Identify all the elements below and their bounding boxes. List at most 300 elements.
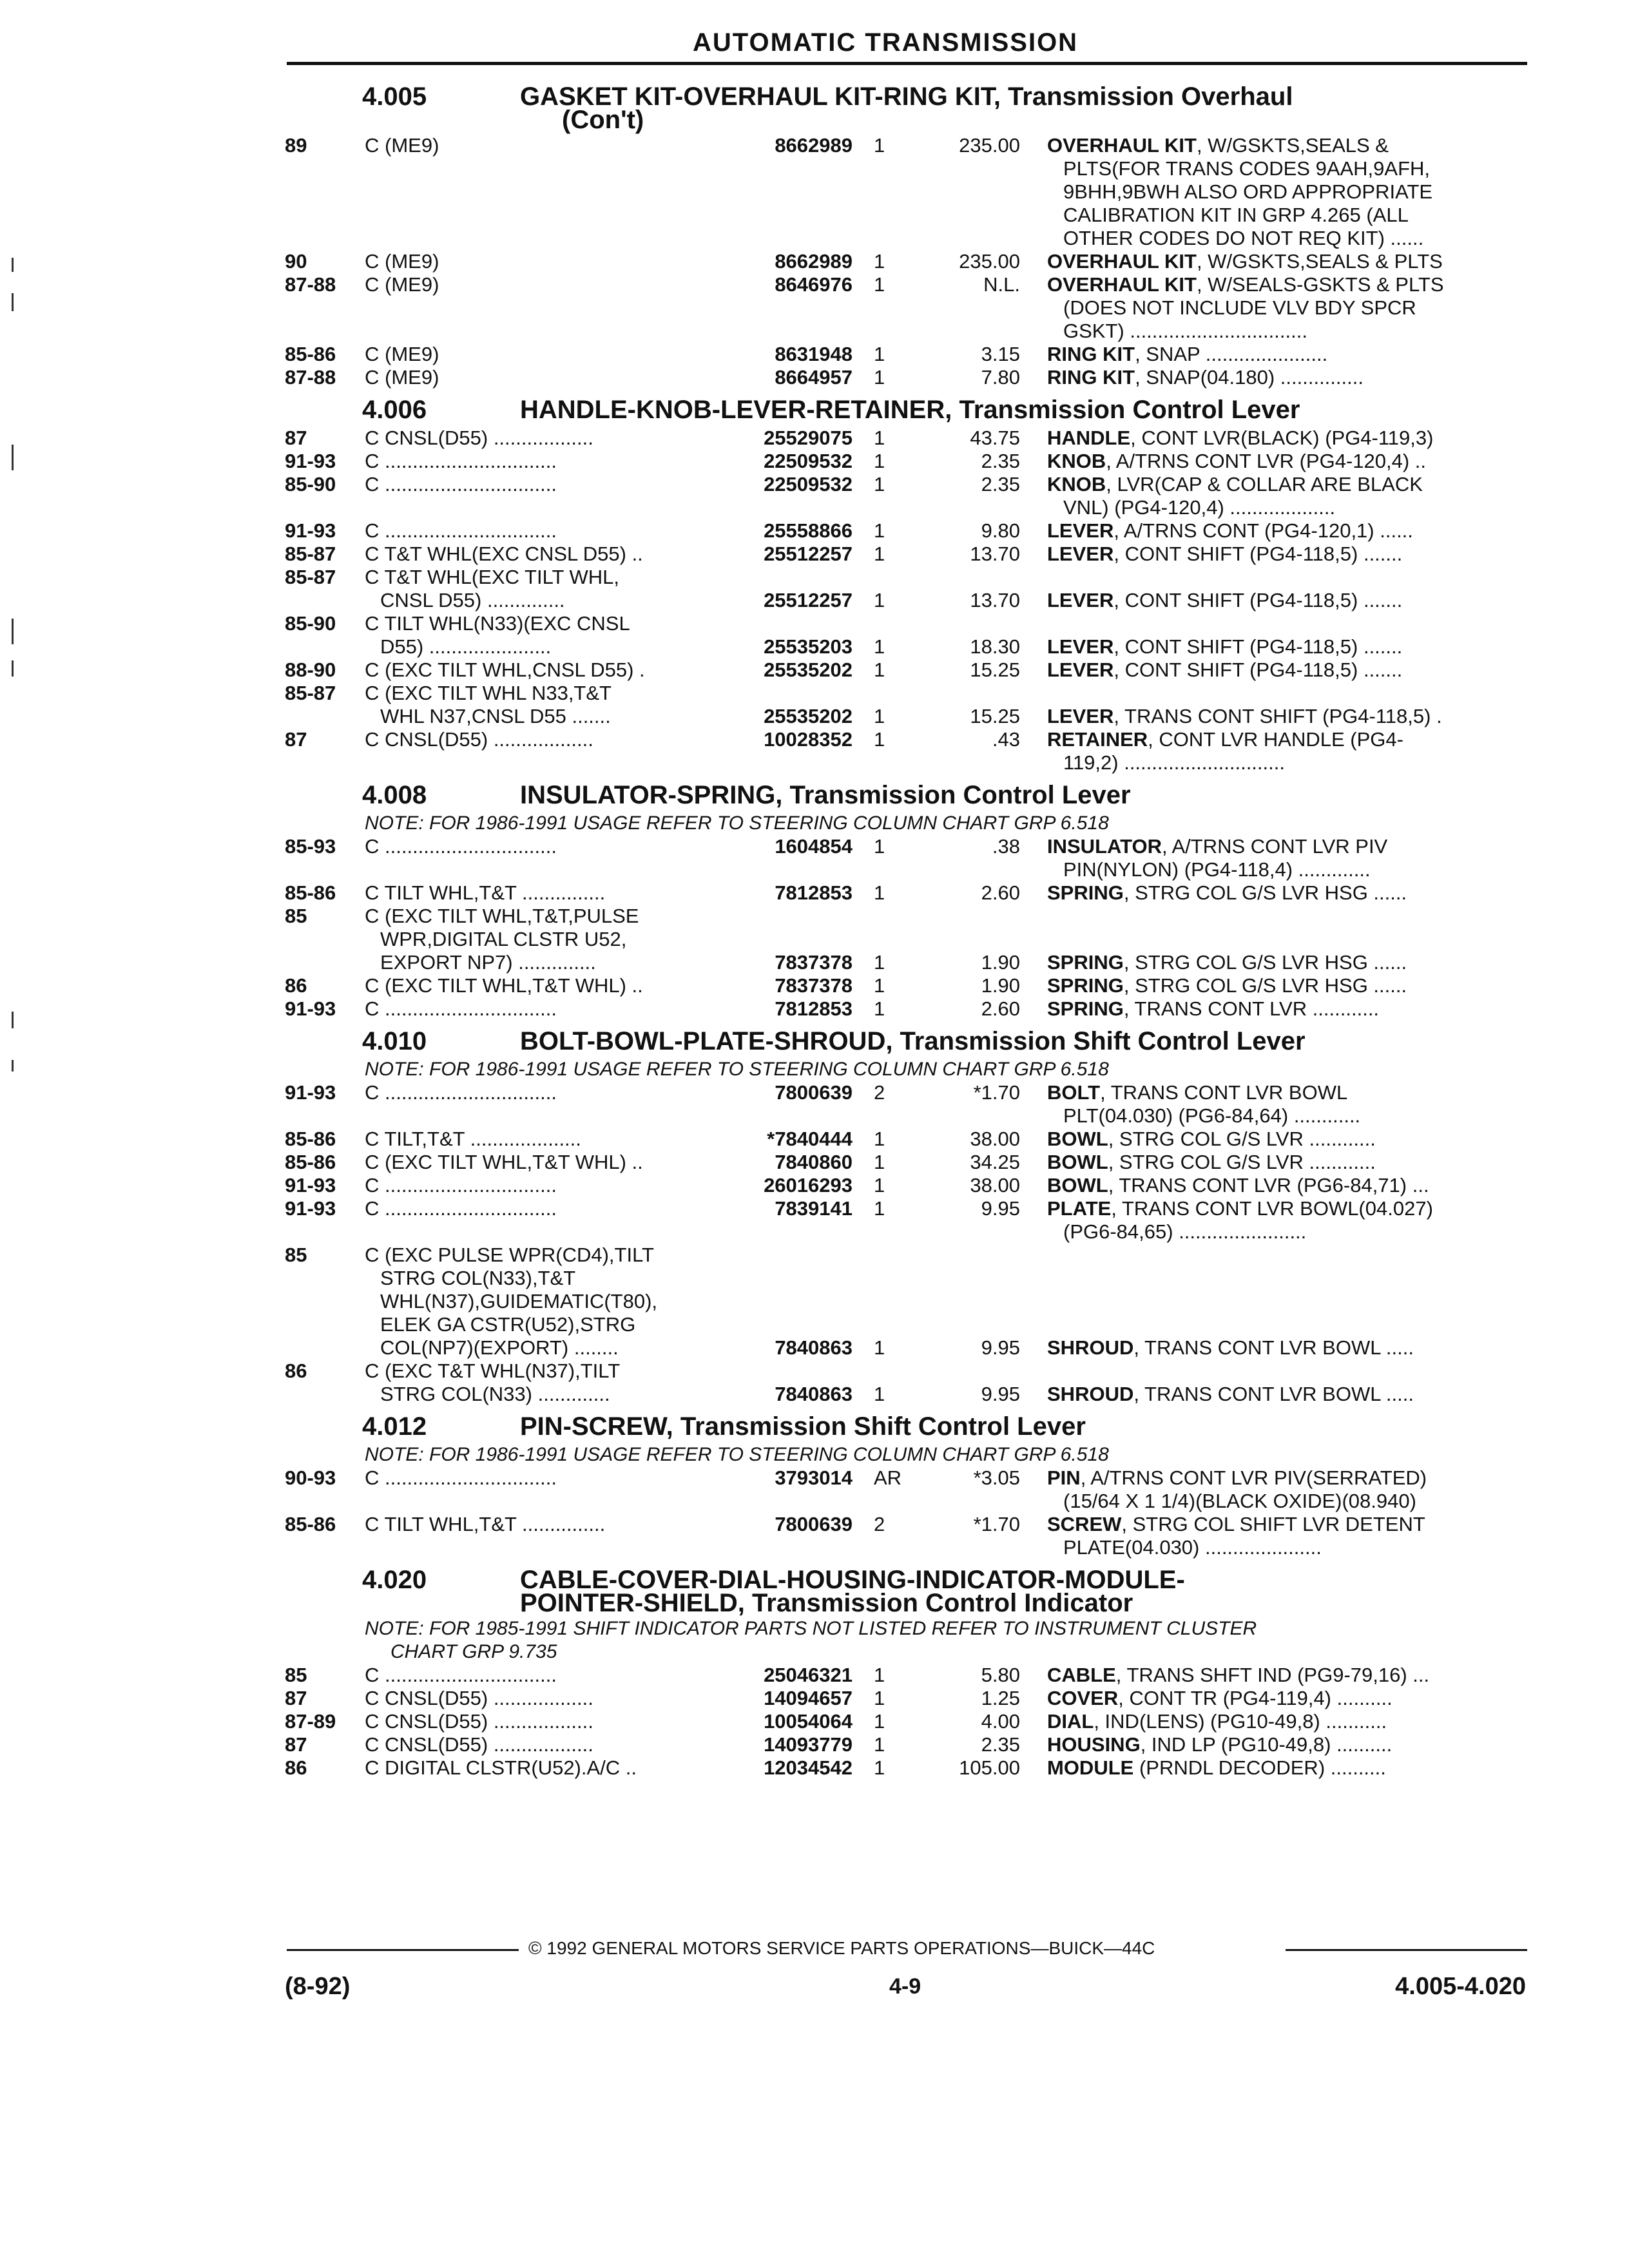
application: C CNSL(D55) .................. <box>365 1710 593 1733</box>
part-number: 7839141 <box>775 1197 853 1220</box>
model-years: 86 <box>285 1756 307 1779</box>
model-years: 85-87 <box>285 566 336 588</box>
part-number: 8662989 <box>775 250 853 273</box>
parts-row <box>0 1197 1629 1220</box>
application: WHL(N37),GUIDEMATIC(T80), <box>380 1290 658 1312</box>
quantity: 1 <box>874 728 885 751</box>
part-number: 26016293 <box>764 1174 853 1196</box>
application: C ............................... <box>365 997 557 1020</box>
quantity: 1 <box>874 1710 885 1733</box>
part-name: COVER <box>1047 1687 1119 1709</box>
group-title: INSULATOR-SPRING, Transmission Control Lever <box>520 781 1131 809</box>
model-years: 91-93 <box>285 1174 336 1196</box>
part-name: BOWL <box>1047 1151 1108 1173</box>
part-description: KNOB, A/TRNS CONT LVR (PG4-120,4) .. <box>1047 450 1426 472</box>
part-description: CABLE, TRANS SHFT IND (PG9-79,16) ... <box>1047 1664 1430 1686</box>
part-name: BOWL <box>1047 1128 1108 1150</box>
quantity: 1 <box>874 473 885 495</box>
part-number: 25046321 <box>764 1664 853 1686</box>
model-years: 90-93 <box>285 1466 336 1489</box>
part-description: LEVER, CONT SHIFT (PG4-118,5) ....... <box>1047 589 1403 611</box>
price: *1.70 <box>973 1081 1020 1104</box>
application: C (EXC TILT WHL,T&T WHL) .. <box>365 1151 643 1173</box>
parts-row-continued <box>0 951 1629 974</box>
parts-row <box>0 566 1629 589</box>
parts-row <box>0 835 1629 858</box>
price: 235.00 <box>959 134 1020 157</box>
group-number: 4.006 <box>362 396 427 424</box>
model-years: 85-90 <box>285 612 336 635</box>
price: .43 <box>992 728 1020 751</box>
margin-mark <box>12 293 14 311</box>
part-number: 8664957 <box>775 366 853 389</box>
margin-mark <box>12 1060 14 1072</box>
group-number: 4.005 <box>362 82 427 111</box>
parts-row <box>0 450 1629 473</box>
price: N.L. <box>983 273 1020 296</box>
margin-mark <box>12 1012 14 1028</box>
price: 9.95 <box>981 1197 1020 1220</box>
quantity: 1 <box>874 273 885 296</box>
application: EXPORT NP7) .............. <box>380 951 596 974</box>
part-number: 7840860 <box>775 1151 853 1173</box>
group-title: CABLE-COVER-DIAL-HOUSING-INDICATOR-MODULE- <box>520 1566 1185 1594</box>
parts-row-continued <box>0 858 1629 881</box>
part-number: 12034542 <box>764 1756 853 1779</box>
model-years: 86 <box>285 1360 307 1382</box>
group-number: 4.010 <box>362 1027 427 1055</box>
part-description: OVERHAUL KIT, W/GSKTS,SEALS & <box>1047 134 1389 157</box>
model-years: 85 <box>285 1244 307 1266</box>
parts-row <box>0 1128 1629 1151</box>
part-description: OVERHAUL KIT, W/GSKTS,SEALS & PLTS <box>1047 250 1443 273</box>
parts-row <box>0 1174 1629 1197</box>
part-description: MODULE (PRNDL DECODER) .......... <box>1047 1756 1386 1779</box>
price: 3.15 <box>981 343 1020 365</box>
price: 2.35 <box>981 450 1020 472</box>
parts-row-continued <box>0 589 1629 612</box>
application: C ............................... <box>365 1174 557 1196</box>
parts-row <box>0 974 1629 997</box>
part-description: BOWL, STRG COL G/S LVR ............ <box>1047 1151 1376 1173</box>
part-description: LEVER, CONT SHIFT (PG4-118,5) ....... <box>1047 658 1403 681</box>
parts-row <box>0 728 1629 751</box>
part-number: 22509532 <box>764 473 853 495</box>
parts-row-continued <box>0 296 1629 320</box>
price: 2.35 <box>981 473 1020 495</box>
part-name: SCREW <box>1047 1513 1122 1535</box>
model-years: 91-93 <box>285 997 336 1020</box>
parts-row-continued <box>0 320 1629 343</box>
part-name: INSULATOR <box>1047 835 1162 858</box>
quantity: 1 <box>874 974 885 997</box>
application: C ............................... <box>365 1197 557 1220</box>
part-description-continued: 119,2) ............................. <box>1063 751 1285 774</box>
group-number: 4.012 <box>362 1412 427 1441</box>
part-description: BOWL, TRANS CONT LVR (PG6-84,71) ... <box>1047 1174 1429 1196</box>
quantity: 1 <box>874 589 885 611</box>
part-description: SPRING, STRG COL G/S LVR HSG ...... <box>1047 951 1407 974</box>
application: C T&T WHL(EXC TILT WHL, <box>365 566 620 588</box>
parts-row <box>0 1081 1629 1104</box>
parts-row-continued <box>0 180 1629 204</box>
application: COL(NP7)(EXPORT) ........ <box>380 1336 619 1359</box>
application: C ............................... <box>365 450 557 472</box>
part-number: 7837378 <box>775 974 853 997</box>
part-number: 1604854 <box>775 835 853 858</box>
quantity: 1 <box>874 1197 885 1220</box>
part-number: 7812853 <box>775 881 853 904</box>
parts-row <box>0 1687 1629 1710</box>
parts-row-continued <box>0 157 1629 180</box>
part-number: 8646976 <box>775 273 853 296</box>
application: STRG COL(N33) ............. <box>380 1383 610 1405</box>
part-name: SPRING <box>1047 974 1124 997</box>
application: C (EXC TILT WHL,T&T,PULSE <box>365 905 639 927</box>
part-number: 7800639 <box>775 1513 853 1535</box>
part-description: BOWL, STRG COL G/S LVR ............ <box>1047 1128 1376 1150</box>
part-description: SHROUD, TRANS CONT LVR BOWL ..... <box>1047 1336 1414 1359</box>
part-description: OVERHAUL KIT, W/SEALS-GSKTS & PLTS <box>1047 273 1444 296</box>
quantity: 1 <box>874 951 885 974</box>
price: 9.95 <box>981 1336 1020 1359</box>
part-name: CABLE <box>1047 1664 1116 1686</box>
part-name: RING KIT <box>1047 343 1135 365</box>
part-description: DIAL, IND(LENS) (PG10-49,8) ........... <box>1047 1710 1387 1733</box>
part-description-continued: CALIBRATION KIT IN GRP 4.265 (ALL <box>1063 204 1409 226</box>
part-description-continued: GSKT) ................................ <box>1063 320 1307 342</box>
parts-row <box>0 134 1629 157</box>
parts-row-continued <box>0 204 1629 227</box>
application: C ............................... <box>365 1664 557 1686</box>
part-description: SPRING, STRG COL G/S LVR HSG ...... <box>1047 974 1407 997</box>
parts-row <box>0 250 1629 273</box>
parts-row <box>0 366 1629 389</box>
part-description: SHROUD, TRANS CONT LVR BOWL ..... <box>1047 1383 1414 1405</box>
model-years: 85-86 <box>285 1151 336 1173</box>
quantity: 1 <box>874 705 885 727</box>
application: C TILT,T&T .................... <box>365 1128 581 1150</box>
quantity: 1 <box>874 1151 885 1173</box>
application: C ............................... <box>365 519 557 542</box>
price: 4.00 <box>981 1710 1020 1733</box>
price: 7.80 <box>981 366 1020 389</box>
part-name: LEVER <box>1047 589 1114 611</box>
footer-rule-right <box>1286 1949 1527 1951</box>
model-years: 91-93 <box>285 519 336 542</box>
application: C (ME9) <box>365 366 439 389</box>
price: 13.70 <box>970 589 1020 611</box>
application: C ............................... <box>365 473 557 495</box>
quantity: 1 <box>874 134 885 157</box>
quantity: AR <box>874 1466 902 1489</box>
model-years: 88-90 <box>285 658 336 681</box>
usage-note: NOTE: FOR 1985-1991 SHIFT INDICATOR PARTS NOT LISTED REFER TO INSTRUMENT CLUSTER <box>365 1618 1257 1639</box>
parts-row <box>0 543 1629 566</box>
part-name: OVERHAUL KIT <box>1047 250 1197 273</box>
model-years: 85-87 <box>285 682 336 704</box>
group-title: BOLT-BOWL-PLATE-SHROUD, Transmission Shift Control Lever <box>520 1027 1306 1055</box>
parts-row-continued <box>0 1290 1629 1313</box>
application: C ............................... <box>365 835 557 858</box>
model-years: 87-89 <box>285 1710 336 1733</box>
application: C (ME9) <box>365 273 439 296</box>
part-name: KNOB <box>1047 450 1106 472</box>
part-name: BOWL <box>1047 1174 1108 1196</box>
part-name: MODULE <box>1047 1756 1134 1779</box>
model-years: 85-86 <box>285 343 336 365</box>
price: 235.00 <box>959 250 1020 273</box>
quantity: 1 <box>874 1687 885 1709</box>
quantity: 1 <box>874 1733 885 1756</box>
quantity: 1 <box>874 519 885 542</box>
quantity: 2 <box>874 1081 885 1104</box>
part-description: COVER, CONT TR (PG4-119,4) .......... <box>1047 1687 1393 1709</box>
application: STRG COL(N33),T&T <box>380 1267 576 1289</box>
price: *3.05 <box>973 1466 1020 1489</box>
group-title: GASKET KIT-OVERHAUL KIT-RING KIT, Transmission Overhaul <box>520 82 1293 111</box>
part-description-continued: (15/64 X 1 1/4)(BLACK OXIDE)(08.940) <box>1063 1490 1416 1512</box>
application: C (ME9) <box>365 250 439 273</box>
part-description: HOUSING, IND LP (PG10-49,8) .......... <box>1047 1733 1393 1756</box>
quantity: 1 <box>874 1756 885 1779</box>
model-years: 91-93 <box>285 450 336 472</box>
part-name: LEVER <box>1047 635 1114 658</box>
price: 1.25 <box>981 1687 1020 1709</box>
quantity: 1 <box>874 1336 885 1359</box>
part-description: RING KIT, SNAP ...................... <box>1047 343 1328 365</box>
parts-row-continued <box>0 1536 1629 1559</box>
part-name: DIAL <box>1047 1710 1094 1733</box>
quantity: 1 <box>874 366 885 389</box>
parts-row <box>0 1360 1629 1383</box>
usage-note: NOTE: FOR 1986-1991 USAGE REFER TO STEERING COLUMN CHART GRP 6.518 <box>365 812 1109 834</box>
parts-row-continued <box>0 705 1629 728</box>
parts-row-continued <box>0 1267 1629 1290</box>
footer-rule-left <box>287 1949 519 1951</box>
quantity: 1 <box>874 835 885 858</box>
parts-row <box>0 1151 1629 1174</box>
parts-row-continued <box>0 751 1629 774</box>
part-name: HANDLE <box>1047 427 1131 449</box>
part-description: SPRING, TRANS CONT LVR ............ <box>1047 997 1380 1020</box>
parts-row <box>0 473 1629 496</box>
quantity: 1 <box>874 1383 885 1405</box>
parts-row-continued <box>0 1336 1629 1360</box>
part-number: 25512257 <box>764 543 853 565</box>
price: 38.00 <box>970 1128 1020 1150</box>
model-years: 85-86 <box>285 1128 336 1150</box>
parts-row <box>0 682 1629 705</box>
parts-row-continued <box>0 635 1629 658</box>
part-name: SPRING <box>1047 997 1124 1020</box>
part-name: LEVER <box>1047 705 1114 727</box>
price: 1.90 <box>981 951 1020 974</box>
application: C (EXC TILT WHL,CNSL D55) . <box>365 658 645 681</box>
part-description: LEVER, TRANS CONT SHIFT (PG4-118,5) . <box>1047 705 1442 727</box>
model-years: 85-90 <box>285 473 336 495</box>
model-years: 90 <box>285 250 307 273</box>
part-description: LEVER, A/TRNS CONT (PG4-120,1) ...... <box>1047 519 1413 542</box>
part-description: INSULATOR, A/TRNS CONT LVR PIV <box>1047 835 1388 858</box>
price: 105.00 <box>959 1756 1020 1779</box>
price: .38 <box>992 835 1020 858</box>
parts-row <box>0 519 1629 543</box>
quantity: 2 <box>874 1513 885 1535</box>
part-description: RING KIT, SNAP(04.180) ............... <box>1047 366 1364 389</box>
model-years: 91-93 <box>285 1197 336 1220</box>
price: 43.75 <box>970 427 1020 449</box>
parts-row-continued <box>0 928 1629 951</box>
part-description-continued: (PG6-84,65) ....................... <box>1063 1220 1307 1243</box>
part-description: SCREW, STRG COL SHIFT LVR DETENT <box>1047 1513 1425 1535</box>
price: 2.60 <box>981 881 1020 904</box>
part-number: 8631948 <box>775 343 853 365</box>
part-name: PLATE <box>1047 1197 1112 1220</box>
part-number: 22509532 <box>764 450 853 472</box>
part-name: LEVER <box>1047 519 1114 542</box>
quantity: 1 <box>874 450 885 472</box>
parts-row <box>0 1466 1629 1490</box>
price: 34.25 <box>970 1151 1020 1173</box>
group-title-line-2: POINTER-SHIELD, Transmission Control Indicator <box>520 1589 1133 1617</box>
quantity: 1 <box>874 543 885 565</box>
part-name: BOLT <box>1047 1081 1101 1104</box>
price: 15.25 <box>970 658 1020 681</box>
parts-row <box>0 1756 1629 1780</box>
model-years: 87-88 <box>285 366 336 389</box>
price: 2.60 <box>981 997 1020 1020</box>
group-number: 4.008 <box>362 781 427 809</box>
model-years: 87-88 <box>285 273 336 296</box>
parts-row-continued <box>0 496 1629 519</box>
parts-row <box>0 612 1629 635</box>
price: 9.95 <box>981 1383 1020 1405</box>
page-title: AUTOMATIC TRANSMISSION <box>693 28 1079 57</box>
part-name: PIN <box>1047 1466 1081 1489</box>
part-description: KNOB, LVR(CAP & COLLAR ARE BLACK <box>1047 473 1423 495</box>
part-description-continued: OTHER CODES DO NOT REQ KIT) ...... <box>1063 227 1424 249</box>
part-description: SPRING, STRG COL G/S LVR HSG ...... <box>1047 881 1407 904</box>
part-number: 25535202 <box>764 658 853 681</box>
price: 5.80 <box>981 1664 1020 1686</box>
footer-group-range: 4.005-4.020 <box>1395 1973 1526 2000</box>
usage-note: NOTE: FOR 1986-1991 USAGE REFER TO STEERING COLUMN CHART GRP 6.518 <box>365 1444 1109 1465</box>
part-name: SHROUD <box>1047 1383 1134 1405</box>
parts-row-continued <box>0 1383 1629 1406</box>
application: C (EXC T&T WHL(N37),TILT <box>365 1360 621 1382</box>
part-number: 3793014 <box>775 1466 853 1489</box>
parts-row <box>0 1733 1629 1756</box>
parts-row <box>0 1513 1629 1536</box>
part-description: PIN, A/TRNS CONT LVR PIV(SERRATED) <box>1047 1466 1427 1489</box>
model-years: 86 <box>285 974 307 997</box>
part-name: LEVER <box>1047 543 1114 565</box>
quantity: 1 <box>874 427 885 449</box>
group-title: PIN-SCREW, Transmission Shift Control Lever <box>520 1412 1086 1441</box>
parts-row <box>0 427 1629 450</box>
parts-row-continued <box>0 1104 1629 1128</box>
usage-note: NOTE: FOR 1986-1991 USAGE REFER TO STEERING COLUMN CHART GRP 6.518 <box>365 1059 1109 1080</box>
parts-row <box>0 658 1629 682</box>
model-years: 85-86 <box>285 1513 336 1535</box>
part-number: 10028352 <box>764 728 853 751</box>
part-description-continued: 9BHH,9BWH ALSO ORD APPROPRIATE <box>1063 180 1433 203</box>
application: WPR,DIGITAL CLSTR U52, <box>380 928 627 950</box>
application: C CNSL(D55) .................. <box>365 427 593 449</box>
part-number: 25529075 <box>764 427 853 449</box>
quantity: 1 <box>874 1174 885 1196</box>
quantity: 1 <box>874 635 885 658</box>
part-name: RING KIT <box>1047 366 1135 389</box>
part-number: *7840444 <box>767 1128 853 1150</box>
quantity: 1 <box>874 997 885 1020</box>
application: WHL N37,CNSL D55 ....... <box>380 705 611 727</box>
quantity: 1 <box>874 1664 885 1686</box>
parts-row <box>0 1664 1629 1687</box>
model-years: 85 <box>285 1664 307 1686</box>
part-description: BOLT, TRANS CONT LVR BOWL <box>1047 1081 1348 1104</box>
application: C DIGITAL CLSTR(U52).A/C .. <box>365 1756 637 1779</box>
price: 1.90 <box>981 974 1020 997</box>
model-years: 85-87 <box>285 543 336 565</box>
parts-row-continued <box>0 227 1629 250</box>
parts-row <box>0 997 1629 1021</box>
part-number: 14094657 <box>764 1687 853 1709</box>
quantity: 1 <box>874 881 885 904</box>
part-description-continued: PIN(NYLON) (PG4-118,4) ............. <box>1063 858 1371 881</box>
part-number: 14093779 <box>764 1733 853 1756</box>
parts-row-continued <box>0 1490 1629 1513</box>
part-name: HOUSING <box>1047 1733 1141 1756</box>
part-number: 7812853 <box>775 997 853 1020</box>
usage-note-continued: CHART GRP 9.735 <box>390 1641 557 1662</box>
price: 2.35 <box>981 1733 1020 1756</box>
parts-row <box>0 1244 1629 1267</box>
footer-page-number: 4-9 <box>889 1974 921 1999</box>
margin-mark <box>12 660 14 677</box>
part-number: 7840863 <box>775 1383 853 1405</box>
model-years: 85 <box>285 905 307 927</box>
parts-row <box>0 273 1629 296</box>
part-number: 25558866 <box>764 519 853 542</box>
part-name: OVERHAUL KIT <box>1047 134 1197 157</box>
parts-row <box>0 905 1629 928</box>
model-years: 89 <box>285 134 307 157</box>
application: C CNSL(D55) .................. <box>365 1733 593 1756</box>
application: C TILT WHL,T&T ............... <box>365 881 606 904</box>
part-number: 8662989 <box>775 134 853 157</box>
part-description: PLATE, TRANS CONT LVR BOWL(04.027) <box>1047 1197 1433 1220</box>
part-name: SPRING <box>1047 951 1124 974</box>
part-name: SPRING <box>1047 881 1124 904</box>
price: 38.00 <box>970 1174 1020 1196</box>
group-number: 4.020 <box>362 1566 427 1594</box>
title-rule <box>287 62 1527 65</box>
part-description: RETAINER, CONT LVR HANDLE (PG4- <box>1047 728 1403 751</box>
part-name: RETAINER <box>1047 728 1148 751</box>
margin-mark <box>12 258 14 272</box>
margin-mark <box>12 445 14 470</box>
application: C (EXC TILT WHL N33,T&T <box>365 682 612 704</box>
application: C CNSL(D55) .................. <box>365 1687 593 1709</box>
part-number: 10054064 <box>764 1710 853 1733</box>
model-years: 87 <box>285 427 307 449</box>
part-number: 7837378 <box>775 951 853 974</box>
model-years: 87 <box>285 1733 307 1756</box>
price: 18.30 <box>970 635 1020 658</box>
part-description: HANDLE, CONT LVR(BLACK) (PG4-119,3) <box>1047 427 1434 449</box>
